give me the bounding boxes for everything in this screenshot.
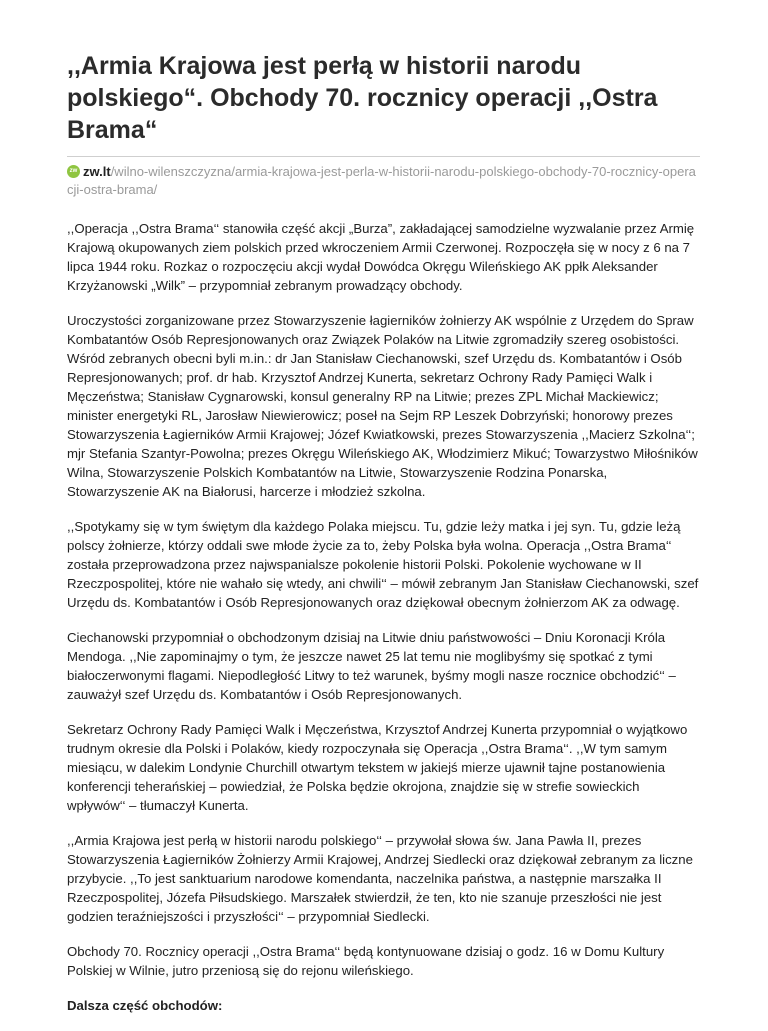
source-path[interactable]: /wilno-wilenszczyzna/armia-krajowa-jest-perla-w-historii-narodu-polskiego-obchody-70-rocznicy-operacji-ostra-brama/ [67, 164, 696, 197]
source-domain[interactable]: zw.lt [83, 164, 111, 179]
paragraph: Uroczystości zorganizowane przez Stowarzyszenie łagierników żołnierzy AK wspólnie z Urzędem do Spraw Kombatantów Osób Represjonowanych oraz Związek Polaków na Litwie zgromadziły szereg osobistości. Wśród zebranych obecni byli m.in.: dr Jan Stanisław Ciechanowski, szef Urzędu ds. Kombatantów i Osób Represjonowanych; prof. dr hab. Krzysztof Andrzej Kunerta, sekretarz Ochrony Rady Pamięci Walk i Męczeństwa; Stanisław Cygnarowski, konsul generalny RP na Litwie; prezes ZPL Michał Mackiewicz; minister energetyki RL, Jarosław Niewierowicz; poseł na Sejm RP Leszek Dobrzyński; honorowy prezes Stowarzyszenia Łagierników Armii Krajowej; Józef Kwiatkowski, prezes Stowarzyszenia ,,Macierz Szkolna‘‘; mjr Stefania Szantyr-Powolna; prezes Okręgu Wileńskiego AK, Włodzimierz Mikuć; Towarzystwo Miłośników Wilna, Stowarzyszenie Polskich Kombatantów na Litwie, Stowarzyszenie Rodzina Ponarska, Stowarzyszenie AK na Białorusi, harcerze i młodzież szkolna. [67, 313, 698, 499]
article-title: ,,Armia Krajowa jest perłą w historii narodu polskiego“. Obchody 70. rocznicy operacji ,,Ostra Brama“ [67, 52, 658, 144]
closing-heading: Dalsza część obchodów: [67, 998, 223, 1013]
paragraph: Ciechanowski przypomniał o obchodzonym dzisiaj na Litwie dniu państwowości – Dniu Koronacji Króla Mendoga. ,,Nie zapominajmy o tym, że jeszcze nawet 25 lat temu nie moglibyśmy się spotkać z tymi białoczerwonymi flagami. Niepodległość Litwy to też warunek, byśmy mogli nasze rocznice obchodzić‘‘ – zauważył szef Urzędu ds. Kombatantów i Osób Represjonowanych. [67, 630, 676, 702]
zw-logo-icon: zw [67, 165, 80, 178]
paragraph: Obchody 70. Rocznicy operacji ,,Ostra Brama‘‘ będą kontynuowane dzisiaj o godz. 16 w Domu Kultury Polskiej w Wilnie, jutro przeniosą się do rejonu wileńskiego. [67, 944, 665, 978]
article-body [67, 219, 700, 1015]
paragraph: Sekretarz Ochrony Rady Pamięci Walk i Męczeństwa, Krzysztof Andrzej Kunerta przypomniał o wyjątkowo trudnym okresie dla Polski i Polaków, kiedy rozpoczynała się Operacja ,,Ostra Brama‘‘. ,,W tym samym miesiącu, w dalekim Londynie Churchill otwartym tekstem w jakiejś mierze ujawnił tajne postanowienia konferencji teherańskiej – powiedział, że Polska będzie okrojona, znajdzie się w strefie sowieckich wpływów‘‘ – tłumaczył Kunerta. [67, 722, 688, 813]
article [67, 50, 700, 1031]
title-divider [67, 156, 700, 157]
paragraph: ,,Armia Krajowa jest perłą w historii narodu polskiego‘‘ – przywołał słowa św. Jana Pawła II, prezes Stowarzyszenia Łagierników Żołnierzy Armii Krajowej, Andrzej Siedlecki oraz dziękował zebranym za liczne przybycie. ,,To jest sanktuarium narodowe komendanta, naczelnika państwa, a następnie marszałka II Rzeczpospolitej, Józefa Piłsudskiego. Marszałek stwierdził, że ten, kto nie szanuje przeszłości nie jest godzien teraźniejszości i przyszłości‘‘ – przypomniał Siedlecki. [67, 833, 693, 924]
paragraph: ,,Operacja ,,Ostra Brama‘‘ stanowiła część akcji „Burza”, zakładającej samodzielne wyzwalanie przez Armię Krajową okupowanych ziem polskich przed wkroczeniem Armii Czerwonej. Rozpoczęła się w nocy z 6 na 7 lipca 1944 roku. Rozkaz o rozpoczęciu akcji wydał Dowódca Okręgu Wileńskiego AK ppłk Aleksander Krzyżanowski „Wilk” – przypomniał zebranym prowadzący obchody. [67, 221, 695, 293]
paragraph: ,,Spotykamy się w tym świętym dla każdego Polaka miejscu. Tu, gdzie leży matka i jej syn. Tu, gdzie leżą polscy żołnierze, którzy oddali swe młode życie za to, żeby Polska była wolna. Operacja ,,Ostra Brama‘‘ została przeprowadzona przez najwspanialsze pokolenie historii Polski. Pokolenie wychowane w II Rzeczpospolitej, które nie wahało się wtedy, ani chwili‘‘ – mówił zebranym Jan Stanisław Ciechanowski, szef Urzędu ds. Kombatantów i Osób Represjonowanych oraz dziękował obecnym żołnierzom AK za odwagę. [67, 519, 699, 610]
source-link[interactable] [67, 163, 700, 199]
